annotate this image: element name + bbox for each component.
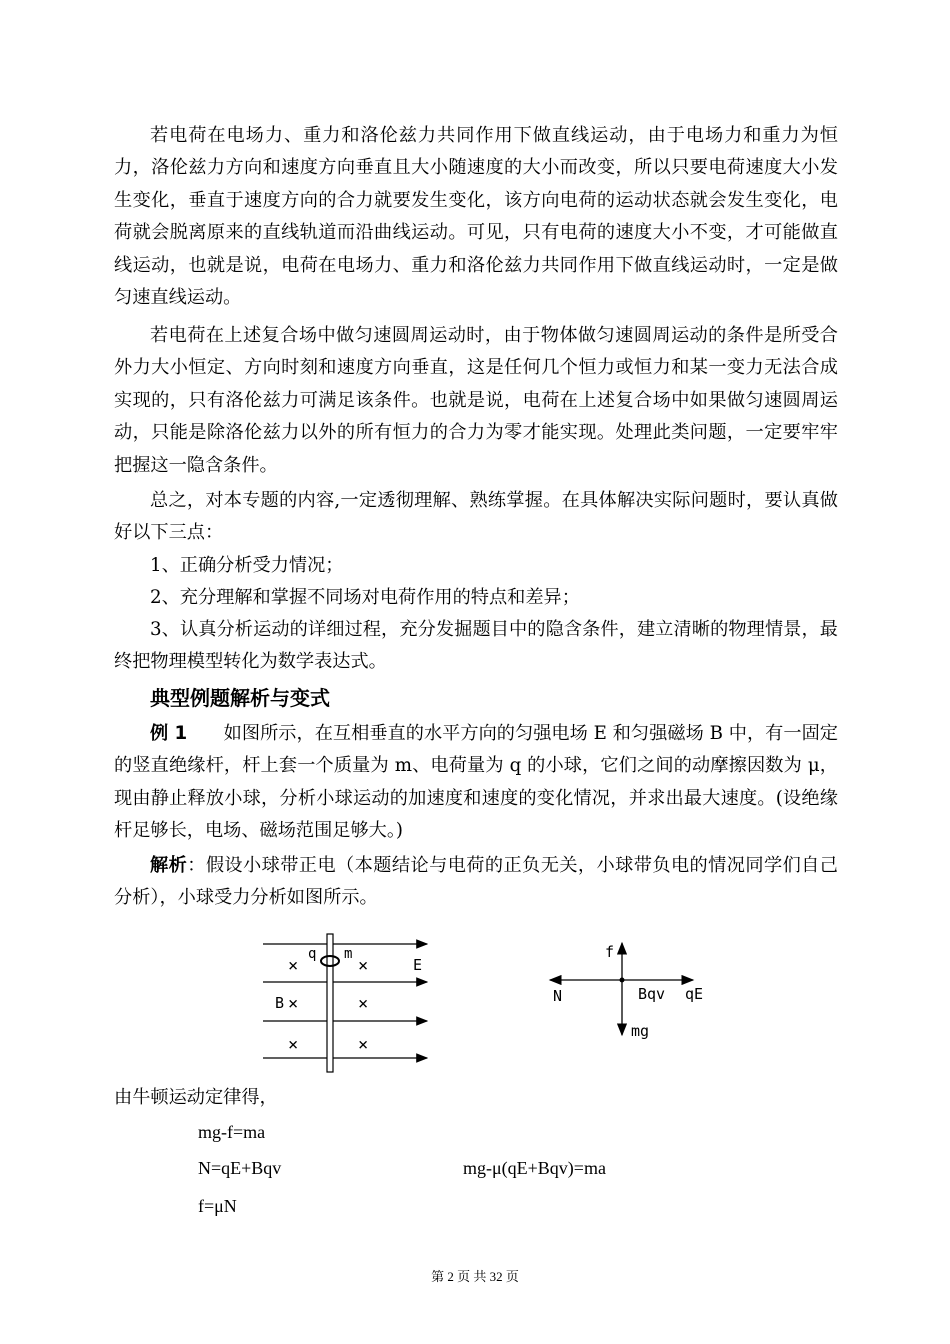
label-mg: mg bbox=[631, 1022, 650, 1040]
label-q: q bbox=[308, 946, 317, 962]
paragraph-circular-motion: 若电荷在上述复合场中做匀速圆周运动时，由于物体做匀速圆周运动的条件是所受合外力大小恒定、方向时刻和速度方向垂直，这是任何几个恒力或恒力和某一变力无法合成实现的，只有洛伦兹力可满足该条件。也就是说，电荷在上述复合场中如果做匀速圆周运动，只能是除洛伦兹力以外的所有恒力的合力为零才能实现。处理此类问题，一定要牢牢把握这一隐含条件。 bbox=[114, 325, 838, 476]
cross-mark: × bbox=[358, 1035, 369, 1055]
example-text: 如图所示，在互相垂直的水平方向的匀强电场 E 和匀强磁场 B 中，有一固定的竖直绝缘杆，杆上套一个质量为 m、电荷量为 q 的小球，它们之间的动摩擦因数为 μ，现由静止释放小球，分析小球运动的加速度和速度的变化情况，并求出最大速度。(设绝缘杆足够长，电场、磁场范围足够大。) bbox=[114, 723, 838, 842]
paragraph-summary: 总之，对本专题的内容,一定透彻理解、熟练掌握。在具体解决实际问题时，要认真做好以下三点： bbox=[114, 490, 838, 544]
list-item-2: 2、充分理解和掌握不同场对电荷作用的特点和差异； bbox=[150, 587, 580, 608]
label-B: B bbox=[275, 994, 285, 1012]
list-item-1: 1、正确分析受力情况； bbox=[150, 555, 344, 576]
equation-4: f=μN bbox=[198, 1196, 237, 1216]
derivation-intro: 由牛顿运动定律得， bbox=[114, 1087, 278, 1108]
equation-3: mg-μ(qE+Bqv)=ma bbox=[463, 1158, 606, 1178]
analysis-text: ：假设小球带正电（本题结论与电荷的正负无关，小球带负电的情况同学们自己分析），小球受力分析如图所示。 bbox=[114, 855, 838, 909]
analysis-paragraph bbox=[114, 850, 838, 915]
paragraph-straight-line-motion: 若电荷在电场力、重力和洛伦兹力共同作用下做直线运动，由于电场力和重力为恒力，洛伦兹力方向和速度方向垂直且大小随速度的大小而改变，所以只要电荷速度大小发生变化，垂直于速度方向的合力就要发生变化，该方向电荷的运动状态就会发生变化，电荷就会脱离原来的直线轨道而沿曲线运动。可见，只有电荷的速度大小不变，才可能做直线运动，也就是说，电荷在电场力、重力和洛伦兹力共同作用下做直线运动时，一定是做匀速直线运动。 bbox=[114, 125, 838, 309]
label-E: E bbox=[413, 956, 423, 974]
page-footer: 第 2 页 共 32 页 bbox=[431, 1269, 519, 1284]
label-Bqv: Bqv bbox=[638, 985, 666, 1003]
equation-2: N=qE+Bqv bbox=[198, 1158, 282, 1178]
example-label: 例 1 bbox=[150, 723, 188, 744]
equation-1: mg-f=ma bbox=[198, 1122, 266, 1142]
label-qE: qE bbox=[685, 985, 704, 1003]
cross-mark: × bbox=[288, 1035, 299, 1055]
cross-mark: × bbox=[358, 956, 369, 976]
cross-mark: × bbox=[288, 956, 299, 976]
cross-mark: × bbox=[288, 994, 299, 1014]
label-N: N bbox=[553, 987, 563, 1005]
insulating-rod bbox=[327, 934, 333, 1072]
cross-mark: × bbox=[358, 994, 369, 1014]
label-f: f bbox=[605, 943, 615, 961]
list-item-3: 3、认真分析运动的详细过程，充分发掘题目中的隐含条件，建立清晰的物理情景，最终把物理模型转化为数学表达式。 bbox=[114, 619, 838, 673]
force-origin-point bbox=[620, 978, 625, 983]
example-1 bbox=[114, 718, 838, 848]
section-heading: 典型例题解析与变式 bbox=[150, 686, 330, 710]
analysis-label: 解析 bbox=[150, 855, 188, 876]
force-diagram bbox=[545, 935, 715, 1055]
field-rod-diagram bbox=[255, 928, 445, 1078]
label-m: m bbox=[344, 946, 353, 962]
